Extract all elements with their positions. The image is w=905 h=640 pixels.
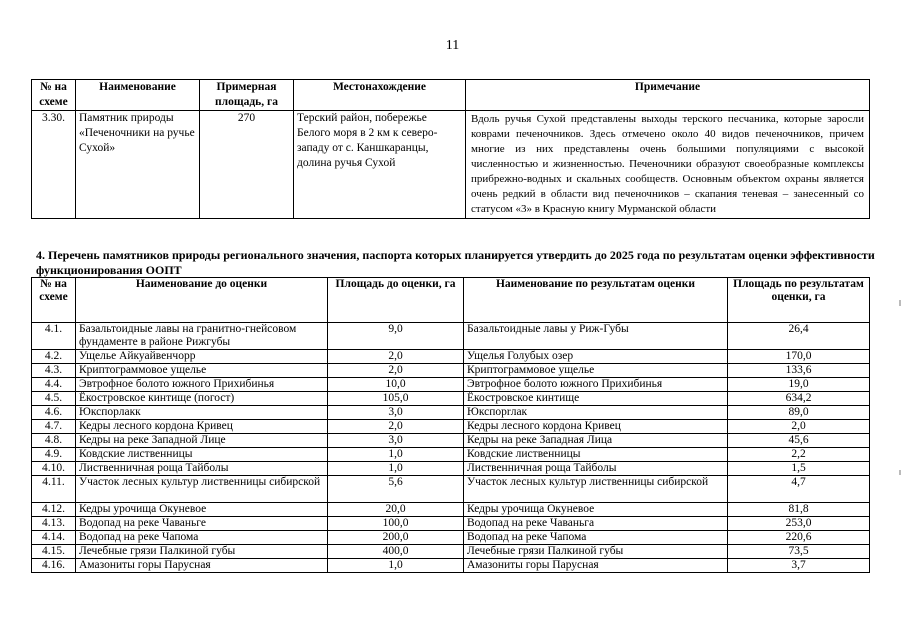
cell-name-after: Амазониты горы Парусная	[464, 559, 728, 573]
cell-area-before: 2,0	[328, 420, 464, 434]
cell-scheme-number: 4.16.	[32, 559, 76, 573]
cell-note: Вдоль ручья Сухой представлены выходы терского песчаника, которые заросли коврами печеночников. Здесь отмечено около 40 видов печеночников, причем многие из них представлены очень большими популяциями с высокой численностью и жизненностью. Печеночники образуют своеобразные комплексы прибрежно-водных и скальных сообществ. Основным объектом охраны является очень редкий в области вид печеночников – скапания теневая – занесенный со статусом «3» в Красную книгу Мурманской области	[466, 111, 870, 219]
table-row	[32, 378, 870, 392]
cell-area-after: 2,2	[728, 448, 870, 462]
table-row	[32, 462, 870, 476]
cell-area-before: 1,0	[328, 462, 464, 476]
cell-name-before: Лиственничная роща Тайболы	[76, 462, 328, 476]
table-row	[32, 434, 870, 448]
cell-name-after: Ущелья Голубых озер	[464, 350, 728, 364]
cell-area-after: 253,0	[728, 517, 870, 531]
cell-area: 270	[200, 111, 294, 219]
header-scheme-number: № на схеме	[32, 278, 76, 323]
cell-scheme-number: 4.15.	[32, 545, 76, 559]
cell-area-after: 3,7	[728, 559, 870, 573]
cell-name-before: Участок лесных культур лиственницы сибирской	[76, 476, 328, 503]
cell-name-before: Ёкостровское кинтище (погост)	[76, 392, 328, 406]
edge-mark	[899, 300, 901, 306]
cell-name-before: Амазониты горы Парусная	[76, 559, 328, 573]
cell-name-after: Ёкостровское кинтище	[464, 392, 728, 406]
edge-mark	[899, 470, 901, 475]
table-header-row	[32, 80, 870, 111]
cell-area-before: 200,0	[328, 531, 464, 545]
cell-name-before: Юкспорлакк	[76, 406, 328, 420]
cell-area-before: 20,0	[328, 503, 464, 517]
cell-scheme-number: 4.5.	[32, 392, 76, 406]
table-nature-monuments	[31, 277, 870, 573]
cell-name-after: Лечебные грязи Палкиной губы	[464, 545, 728, 559]
cell-area-before: 100,0	[328, 517, 464, 531]
cell-area-after: 81,8	[728, 503, 870, 517]
table-row	[32, 448, 870, 462]
header-name: Наименование	[76, 80, 200, 111]
table-row	[32, 111, 870, 219]
cell-area-before: 1,0	[328, 559, 464, 573]
cell-area-after: 634,2	[728, 392, 870, 406]
cell-area-after: 73,5	[728, 545, 870, 559]
cell-scheme-number: 4.1.	[32, 323, 76, 350]
table-row	[32, 545, 870, 559]
cell-area-before: 1,0	[328, 448, 464, 462]
cell-scheme-number: 4.4.	[32, 378, 76, 392]
table-row	[32, 559, 870, 573]
table-protected-area	[31, 79, 870, 219]
header-location: Местонахождение	[294, 80, 466, 111]
cell-name-after: Участок лесных культур лиственницы сибирской	[464, 476, 728, 503]
cell-area-before: 400,0	[328, 545, 464, 559]
cell-area-after: 2,0	[728, 420, 870, 434]
cell-name-after: Криптограммовое ущелье	[464, 364, 728, 378]
table-row	[32, 503, 870, 517]
cell-name-after: Кедры на реке Западная Лица	[464, 434, 728, 448]
cell-name-before: Лечебные грязи Палкиной губы	[76, 545, 328, 559]
cell-area-before: 105,0	[328, 392, 464, 406]
cell-scheme-number: 4.12.	[32, 503, 76, 517]
header-note: Примечание	[466, 80, 870, 111]
cell-area-after: 89,0	[728, 406, 870, 420]
cell-name-after: Водопад на реке Чапома	[464, 531, 728, 545]
cell-area-before: 10,0	[328, 378, 464, 392]
cell-name-after: Лиственничная роща Тайболы	[464, 462, 728, 476]
cell-area-after: 220,6	[728, 531, 870, 545]
cell-name-before: Водопад на реке Чапома	[76, 531, 328, 545]
cell-scheme-number: 4.3.	[32, 364, 76, 378]
table-row	[32, 392, 870, 406]
cell-area-before: 2,0	[328, 364, 464, 378]
cell-name-before: Базальтоидные лавы на гранитно-гнейсовом фундаменте в районе Рижгубы	[76, 323, 328, 350]
page-number: 11	[445, 38, 460, 53]
cell-name: Памятник природы «Печеночники на ручье Сухой»	[76, 111, 200, 219]
cell-area-before: 5,6	[328, 476, 464, 503]
cell-scheme-number: 4.9.	[32, 448, 76, 462]
table-row	[32, 420, 870, 434]
cell-location: Терский район, побережье Белого моря в 2 км к северо-западу от с. Каншкаранцы, долина ручья Сухой	[294, 111, 466, 219]
table-row	[32, 476, 870, 503]
cell-scheme-number: 4.6.	[32, 406, 76, 420]
cell-name-before: Кедры лесного кордона Кривец	[76, 420, 328, 434]
table-body	[32, 323, 870, 573]
cell-scheme-number: 4.7.	[32, 420, 76, 434]
cell-area-before: 3,0	[328, 434, 464, 448]
cell-scheme-number: 4.11.	[32, 476, 76, 503]
cell-scheme-number: 4.8.	[32, 434, 76, 448]
cell-area-after: 1,5	[728, 462, 870, 476]
cell-name-after: Юкспорrлак	[464, 406, 728, 420]
cell-area-before: 2,0	[328, 350, 464, 364]
table-row	[32, 406, 870, 420]
header-scheme-number: № на схеме	[32, 80, 76, 111]
cell-area-after: 19,0	[728, 378, 870, 392]
table-row	[32, 531, 870, 545]
cell-area-after: 4,7	[728, 476, 870, 503]
cell-area-after: 170,0	[728, 350, 870, 364]
cell-area-before: 3,0	[328, 406, 464, 420]
cell-scheme-number: 4.13.	[32, 517, 76, 531]
header-area-after: Площадь по результатам оценки, га	[728, 278, 870, 323]
header-area: Примерная площадь, га	[200, 80, 294, 111]
section-heading: 4. Перечень памятников природы регионального значения, паспорта которых планируется утвердить до 2025 года по результатам оценки эффективности функционирования ООПТ	[36, 248, 875, 277]
header-name-after: Наименование по результатам оценки	[464, 278, 728, 323]
table-row	[32, 350, 870, 364]
header-name-before: Наименование до оценки	[76, 278, 328, 323]
cell-area-after: 26,4	[728, 323, 870, 350]
table-header-row	[32, 278, 870, 323]
cell-name-after: Водопад на реке Чаваньга	[464, 517, 728, 531]
cell-scheme-number: 4.10.	[32, 462, 76, 476]
table-row	[32, 364, 870, 378]
cell-area-after: 133,6	[728, 364, 870, 378]
cell-area-before: 9,0	[328, 323, 464, 350]
cell-name-before: Ковдские лиственницы	[76, 448, 328, 462]
cell-name-before: Кедры на реке Западной Лице	[76, 434, 328, 448]
cell-name-before: Кедры урочища Окуневое	[76, 503, 328, 517]
cell-name-before: Водопад на реке Чаваньге	[76, 517, 328, 531]
cell-scheme-number: 4.14.	[32, 531, 76, 545]
cell-scheme-number: 3.30.	[32, 111, 76, 219]
cell-area-after: 45,6	[728, 434, 870, 448]
table-row	[32, 517, 870, 531]
cell-name-after: Эвтрофное болото южного Прихибинья	[464, 378, 728, 392]
cell-scheme-number: 4.2.	[32, 350, 76, 364]
cell-name-after: Кедры лесного кордона Кривец	[464, 420, 728, 434]
cell-name-before: Эвтрофное болото южного Прихибинья	[76, 378, 328, 392]
cell-name-before: Ущелье Айкуайвенчорр	[76, 350, 328, 364]
table-row	[32, 323, 870, 350]
cell-name-before: Криптограммовое ущелье	[76, 364, 328, 378]
header-area-before: Площадь до оценки, га	[328, 278, 464, 323]
cell-name-after: Базальтоидные лавы у Риж-Губы	[464, 323, 728, 350]
cell-name-after: Ковдские лиственницы	[464, 448, 728, 462]
cell-name-after: Кедры урочища Окуневое	[464, 503, 728, 517]
